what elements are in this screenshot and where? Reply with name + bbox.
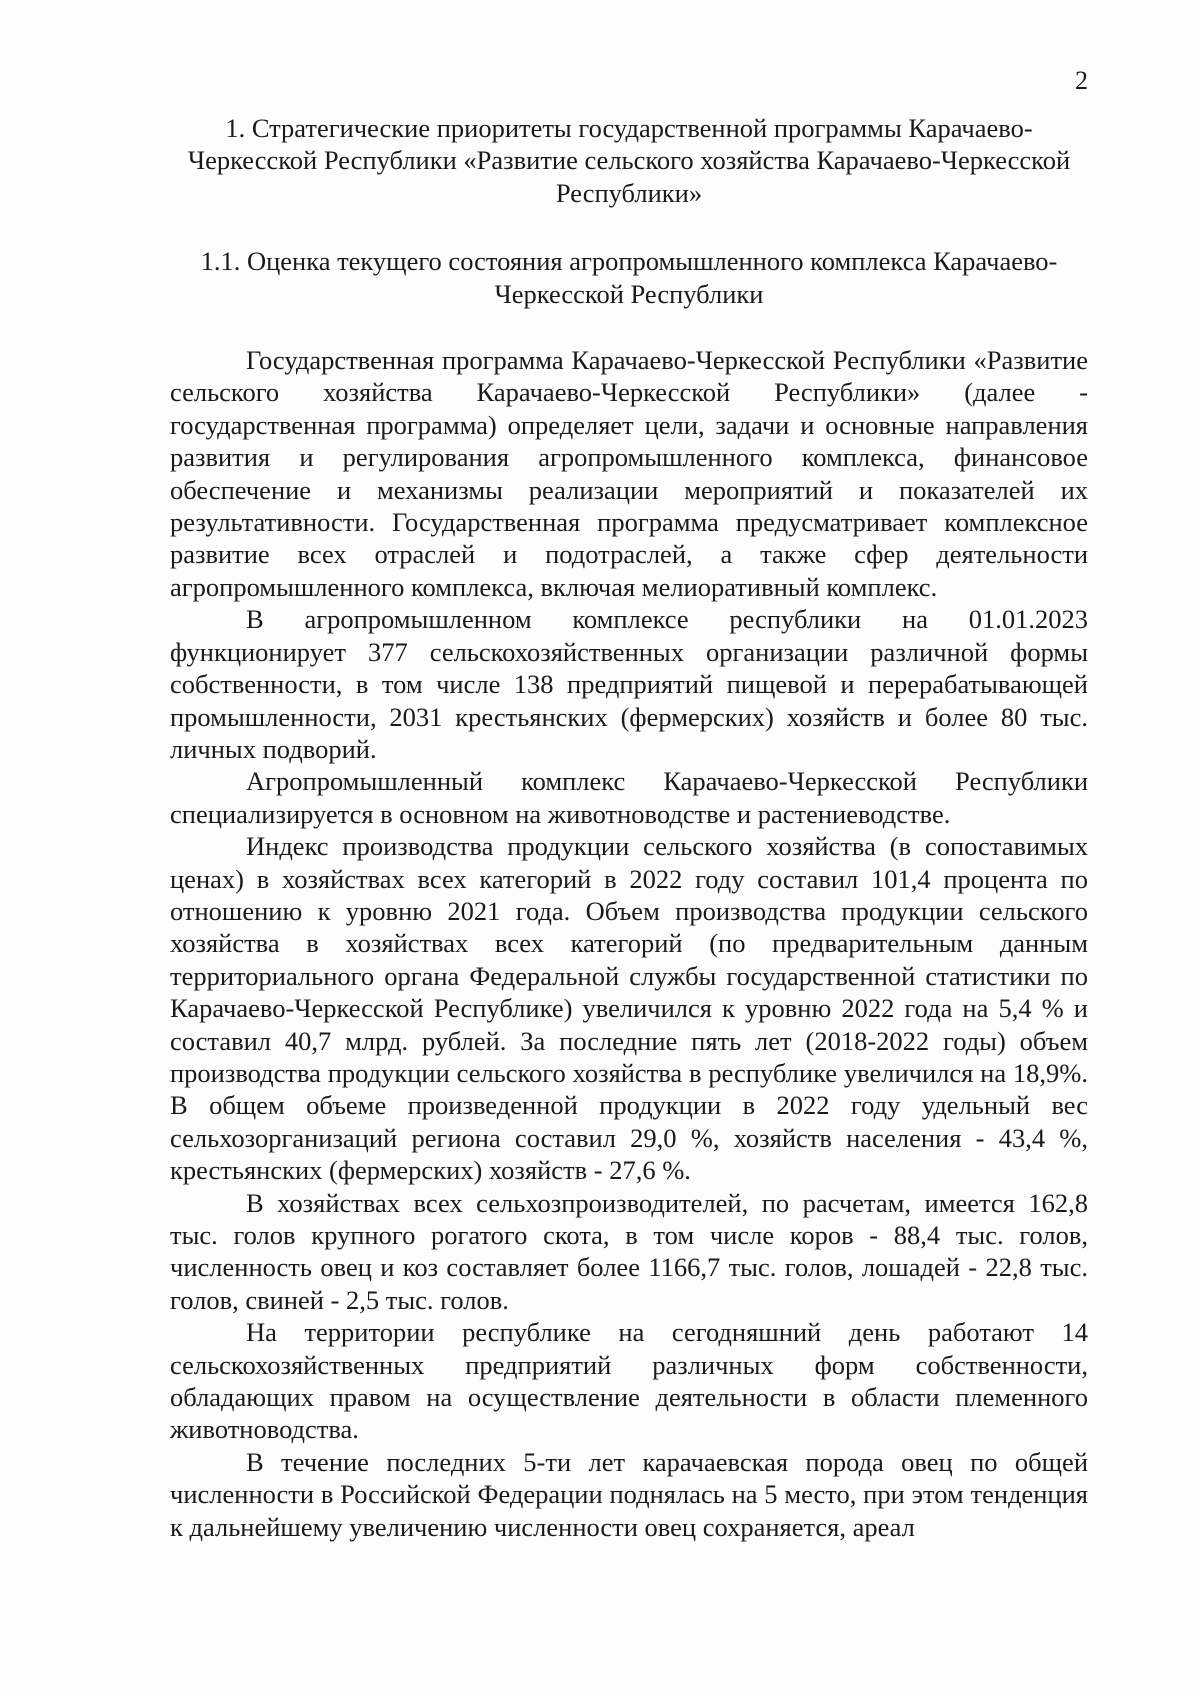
paragraph-specialization: Агропромышленный комплекс Карачаево-Черкесской Республики специализируется в основном на животноводстве и растениеводстве. bbox=[170, 766, 1088, 829]
paragraph-production-index: Индекс производства продукции сельского хозяйства (в сопоставимых ценах) в хозяйствах всех категорий в 2022 году составил 101,4 процента по отношению к уровню 2021 года. Объем производства продукции сельского хозяйства в хозяйствах всех категорий (по предварительным данным территориального органа Федеральной службы государственной статистики по Карачаево-Черкесской Республике) увеличился к уровню 2022 года на 5,4 % и составил 40,7 млрд. рублей. За последние пять лет (2018-2022 годы) объем производства продукции сельского хозяйства в республике увеличился на 18,9%. В общем объеме произведенной продукции в 2022 году удельный вес сельхозорганизаций региона составил 29,0 %, хозяйств населения - 43,4 %, крестьянских (фермерских) хозяйств - 27,6 %. bbox=[170, 831, 1088, 1186]
page-number: 2 bbox=[1075, 66, 1088, 95]
paragraph-organizations: В агропромышленном комплексе республики на 01.01.2023 функционирует 377 сельскохозяйственных организации различной формы собственности, в том числе 138 предприятий пищевой и перерабатывающей промышленности, 2031 крестьянских (фермерских) хозяйств и более 80 тыс. личных подворий. bbox=[170, 604, 1088, 764]
body-text bbox=[170, 344, 1088, 1543]
paragraph-breeding-enterprises: На территории республике на сегодняшний день работают 14 сельскохозяйственных предприятий различных форм собственности, обладающих правом на осуществление деятельности в области племенного животноводства. bbox=[170, 1317, 1088, 1445]
paragraph-karachay-sheep: В течение последних 5-ти лет карачаевская порода овец по общей численности в Российской Федерации поднялась на 5 место, при этом тенденция к дальнейшему увеличению численности овец сохраняется, ареал bbox=[170, 1446, 1088, 1542]
subsection-heading: 1.1. Оценка текущего состояния агропромышленного комплекса Карачаево-Черкесской Республики bbox=[200, 246, 1058, 309]
document-content bbox=[170, 112, 1088, 1543]
section-heading: 1. Стратегические приоритеты государственной программы Карачаево-Черкесской Республики «Развитие сельского хозяйства Карачаево-Черкесской Республики» bbox=[187, 113, 1071, 208]
paragraph-program-overview: Государственная программа Карачаево-Черкесской Республики «Развитие сельского хозяйства Карачаево-Черкесской Республики» (далее - государственная программа) определяет цели, задачи и основные направления развития и регулирования агропромышленного комплекса, финансовое обеспечение и механизмы реализации мероприятий и показателей их результативности. Государственная программа предусматривает комплексное развитие всех отраслей и подотраслей, а также сфер деятельности агропромышленного комплекса, включая мелиоративный комплекс. bbox=[170, 345, 1088, 602]
paragraph-livestock: В хозяйствах всех сельхозпроизводителей, по расчетам, имеется 162,8 тыс. голов крупного рогатого скота, в том числе коров - 88,4 тыс. голов, численность овец и коз составляет более 1166,7 тыс. голов, лошадей - 22,8 тыс. голов, свиней - 2,5 тыс. голов. bbox=[170, 1187, 1088, 1315]
